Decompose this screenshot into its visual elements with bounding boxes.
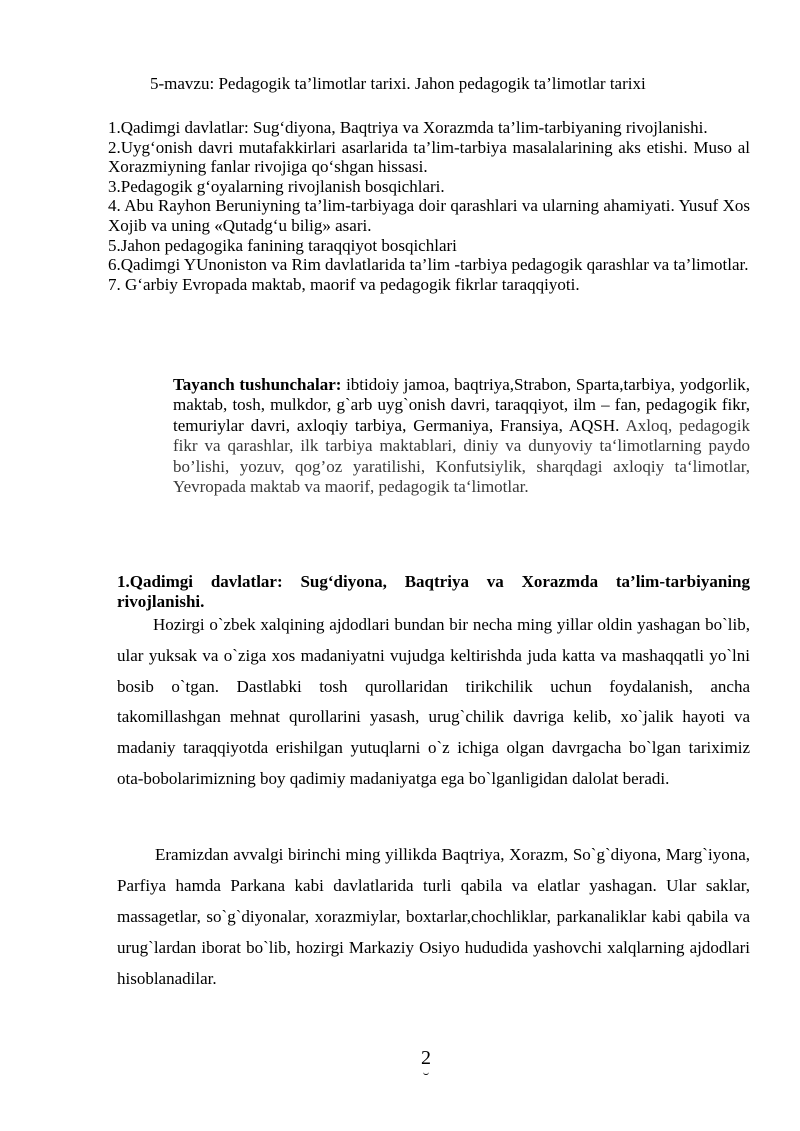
outline-item: 7. G‘arbiy Evropada maktab, maorif va pedagogik fikrlar taraqqiyoti. [108, 274, 580, 294]
body-paragraph: Hozirgi o`zbek xalqining ajdodlari bundan bir necha ming yillar oldin yashagan bo`lib, ular yuksak va o`ziga xos madaniyatni vujudga keltirishda juda katta va mashaqqatli yo`lni bosib o`tgan. Dastlabki tosh qurollaridan tirikchilik uchun foydalanish, ancha takomillashgan mehnat qurollarini yasash, urug`chilik davriga kelib, xo`jalik hayoti va madaniy taraqqiyotda erishilgan yutuqlarni o`z ichiga olgan davrgacha bo`lgan tariximiz ota-bobolarimizning boy qadimiy madaniyatga ega bo`lganligidan dalolat beradi. [117, 615, 750, 788]
outline-item: 4. Abu Rayhon Beruniyning ta’lim-tarbiyaga doir qarashlari va ularning ahamiyati. Yusuf Xos Xojib va uning «Qutadg‘u bilig» asari. [108, 196, 750, 235]
topic-outline [108, 118, 750, 294]
section-heading: 1.Qadimgi davlatlar: Sug‘diyona, Baqtriya va Xorazmda ta’lim-tarbiyaning rivojlanishi. [117, 572, 750, 611]
page-number: 2 [421, 1047, 431, 1069]
outline-item: 2.Uyg‘onish davri mutafakkirlari asarlarida ta’lim-tarbiya masalalarining aks etishi. Muso al Xorazmiyning fanlar rivojiga qo‘shgan hissasi. [108, 137, 750, 177]
outline-item: 1.Qadimgi davlatlar: Sug‘diyona, Baqtriya va Xorazmda ta’lim-tarbiyaning rivojlanishi. [108, 118, 708, 137]
body-paragraph: Eramizdan avvalgi birinchi ming yillikda Baqtriya, Xorazm, So`g`diyona, Marg`iyona, Parfiya hamda Parkana kabi davlatlarida turli qabila va elatlar yashagan. Ular saklar, massagetlar, so`g`diyonalar, xorazmiylar, boxtarlar,chochliklar, parkanaliklar kabi qabila va urug`lardan iborat bo`lib, hozirgi Markaziy Osiyo hududida yashovchi xalqlarning ajdodlari hisoblanadilar. [117, 845, 750, 988]
outline-item: 6.Qadimgi YUnoniston va Rim davlatlarida ta’lim -tarbiya pedagogik qarashlar va ta’limotlar. [108, 255, 749, 275]
outline-item: 5.Jahon pedagogika fanining taraqqiyot bosqichlari [108, 235, 457, 255]
key-concepts-text: ibtidoiy jamoa, baqtriya,Strabon, Sparta,tarbiya, yodgorlik, maktab, tosh, mulkdor, g`arb uyg`onish davri, taraqqiyot, ilm – fan, pedagogik fikr, temuriylar davri, axloqiy tarbiya, Germaniya, Fransiya, AQSH. [173, 375, 750, 435]
topic-title: 5-mavzu: Pedagogik ta’limotlar tarixi. Jahon pedagogik ta’limotlar tarixi [150, 74, 646, 93]
page-number-mark [423, 1070, 429, 1075]
key-concepts-label: Tayanch tushunchalar: [173, 375, 342, 394]
key-concepts [173, 375, 750, 497]
outline-item: 3.Pedagogik g‘oyalarning rivojlanish bosqichlari. [108, 176, 445, 196]
key-concepts-text-secondary: Axloq, pedagogik fikr va qarashlar, ilk tarbiya maktablari, diniy va dunyoviy ta‘limotlarning paydo bo’lishi, yozuv, qog’oz yaratilishi, Konfutsiylik, sharqdagi axloqiy ta‘limotlar, Yevropada maktab va maorif, pedagogik ta‘limotlar. [173, 415, 750, 497]
